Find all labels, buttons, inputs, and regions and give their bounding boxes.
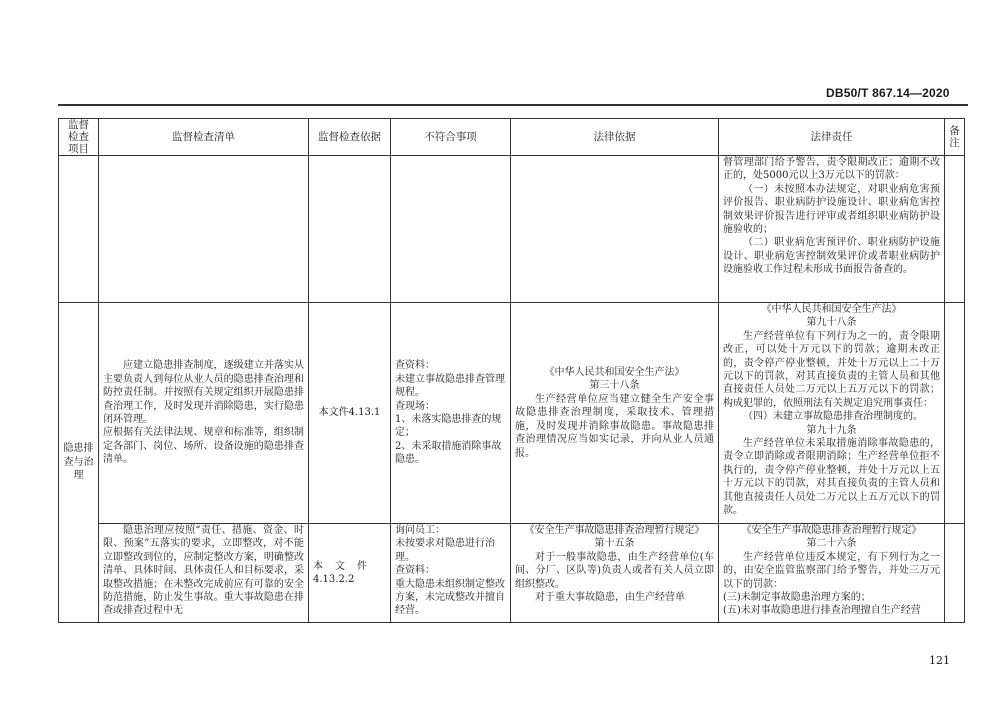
table-row: [59, 156, 965, 303]
liability-text: （一）未按照本办法规定，对职业病危害预评价报告、职业病防护设施设计、职业病危害控制效果评价报告进行评审或者组织职业病防护设施验收的；: [723, 183, 940, 236]
article-number: 第二十六条: [806, 538, 857, 550]
nonconformity-text: 查资料：: [395, 360, 435, 372]
cell-basis: [309, 303, 391, 524]
legal-text: 对于重大事故隐患，由生产经营单: [535, 592, 685, 604]
cell-item: [59, 156, 99, 303]
list-text: 应根据有关法律法规、规章和标准等，组织制定各部门、岗位、场所、设备设施的隐患排查清单。: [103, 427, 304, 466]
law-title: 《安全生产事故隐患排查治理暂行规定》: [524, 525, 705, 536]
cell-item: [59, 303, 99, 623]
nonconformity-text: 未按要求对隐患进行治理。: [395, 538, 495, 563]
cell-nonconformity: [391, 156, 511, 303]
nonconformity-text: 查资料：: [395, 565, 435, 577]
cell-remark: [945, 156, 965, 303]
list-text: 隐患治理应按照“责任、措施、资金、时限、预案”五落实的要求，立即整改，对不能立即整改到位的，应制定整改方案，明确整改清单、具体时间、具体责任人和目标要求，采取整改措施；在未整改完成前应有可靠的安全防范措施，防止发生事故。重大事故隐患在排查或排查过程中无: [103, 525, 304, 617]
nonconformity-text: 1、未落实隐患排查的规定；: [395, 414, 502, 439]
cell-liability: [719, 524, 945, 623]
cell-liability: [719, 156, 945, 303]
table-header-row: [59, 119, 965, 156]
basis-text: 本文件4.13.1: [318, 407, 381, 419]
page-number: 121: [929, 654, 950, 667]
header-basis: 监督检查依据: [309, 119, 391, 156]
nonconformity-text: 未建立事故隐患排查管理规程。: [395, 373, 505, 399]
article-number: 第九十八条: [806, 317, 857, 329]
cell-list: [99, 524, 309, 623]
table-row: [59, 303, 965, 524]
nonconformity-text: 询问员工：: [395, 525, 445, 536]
cell-list: [99, 156, 309, 303]
header-liability: 法律责任: [719, 119, 945, 156]
basis-text: 本文件: [313, 560, 379, 572]
liability-text: 生产经营单位未采取措施消除事故隐患的，责令立即消除或者限期消除；生产经营单位拒不执行的，责令停产停业整顿，并处十万元以上五十万元以下的罚款，对其直接负责的主管人员和其他直接责任人员处二万元以上五万元以下的罚款。: [723, 438, 940, 517]
list-text: 应建立隐患排查制度，逐级建立并落实从主要负责人到每位从业人员的隐患排查治理和防控责任制。并按照有关规定组织开展隐患排查治理工作，及时发现并消除隐患，实行隐患闭环管理。: [103, 360, 304, 425]
header-list: 监督检查清单: [99, 119, 309, 156]
law-title: 《中华人民共和国安全生产法》: [544, 367, 685, 379]
cell-basis: [309, 156, 391, 303]
law-title: 《中华人民共和国安全生产法》: [761, 304, 902, 315]
cell-nonconformity: [391, 303, 511, 524]
liability-text: (五)未对事故隐患进行排查治理擅自生产经营: [723, 605, 921, 617]
liability-text: (三)未制定事故隐患治理方案的；: [723, 592, 871, 604]
liability-text: 生产经营单位违反本规定，有下列行为之一的，由安全监管监察部门给予警告，并处三万元以下的罚款：: [723, 551, 940, 590]
legal-text: 生产经营单位应当建立健全生产安全事故隐患排查治理制度，采取技术、管理措施，及时发现并消除事故隐患。事故隐患排查治理情况应当如实记录，并向从业人员通报。: [515, 393, 714, 459]
inspection-table: [58, 118, 965, 623]
item-label: 隐患排查与治理: [63, 443, 94, 482]
table-row: [59, 524, 965, 623]
cell-legal-basis: [511, 156, 719, 303]
law-title: 《安全生产事故隐患排查治理暂行规定》: [741, 525, 922, 536]
article-number: 第三十八条: [589, 380, 640, 392]
cell-remark: [945, 303, 965, 524]
basis-text: 4.13.2.2: [313, 574, 355, 585]
cell-list: [99, 303, 309, 524]
cell-basis: [309, 524, 391, 623]
nonconformity-text: 2、未采取措施消除事故隐患。: [395, 440, 502, 466]
article-number: 第十五条: [594, 538, 635, 550]
cell-legal-basis: [511, 524, 719, 623]
header-item: 监督检查项目: [59, 119, 99, 156]
header-remark: 备注: [945, 119, 965, 156]
nonconformity-text: 查现场：: [395, 400, 435, 412]
article-number: 第九十九条: [806, 424, 857, 436]
liability-text: 生产经营单位有下列行为之一的，责令限期改正，可以处十万元以下的罚款；逾期未改正的，责令停产停业整顿，并处十万元以上二十万元以下的罚款，对其直接负责的主管人员和其他直接责任人员处二万元以上五万元以下的罚款；构成犯罪的，依照刑法有关规定追究刑事责任：: [723, 330, 940, 409]
liability-text: （二）职业病危害预评价、职业病防护设施设计、职业病危害控制效果评价或者职业病防护设施验收工作过程未形成书面报告备查的。: [723, 237, 940, 276]
cell-nonconformity: [391, 524, 511, 623]
cell-legal-basis: [511, 303, 719, 524]
nonconformity-text: 重大隐患未组织制定整改方案，未完成整改并擅自经营。: [395, 578, 505, 617]
liability-text: （四）未建立事故隐患排查治理制度的。: [743, 411, 923, 423]
header-legal-basis: 法律依据: [511, 119, 719, 156]
liability-text: 督管理部门给予警告，责令限期改正；逾期不改正的，处5000元以上3万元以下的罚款：: [723, 157, 940, 182]
cell-liability: [719, 303, 945, 524]
header-nonconformity: 不符合事项: [391, 119, 511, 156]
header-rule: [58, 104, 968, 106]
cell-remark: [945, 524, 965, 623]
document-code: DB50/T 867.14—2020: [826, 86, 950, 100]
legal-text: 对于一般事故隐患，由生产经营单位(车间、分厂、区队等)负责人或者有关人员立即组织整改。: [515, 551, 714, 590]
